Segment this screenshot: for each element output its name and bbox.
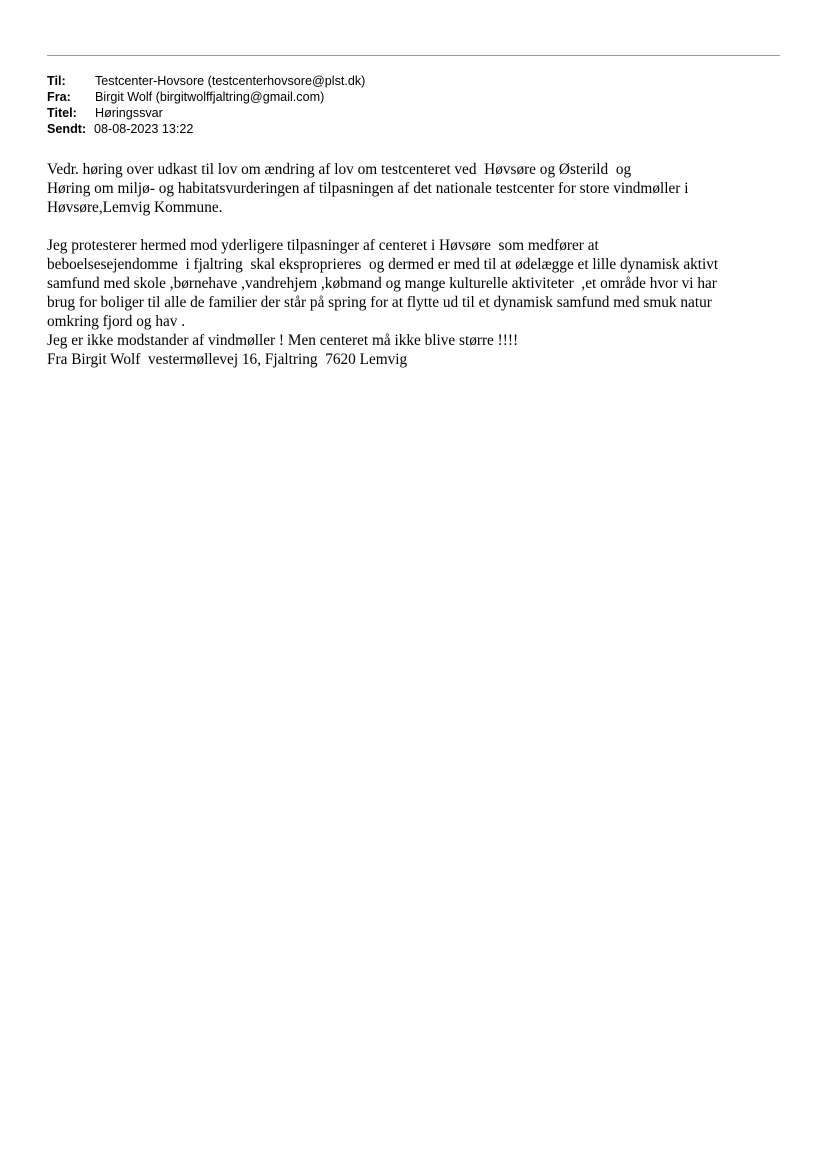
sent-row [47,121,365,137]
to-row [47,73,365,89]
sent-label: Sendt: [47,122,87,136]
subject-label: Titel: [47,106,77,120]
to-label: Til: [47,74,66,88]
to-value: Testcenter-Hovsore (testcenterhovsore@plst.dk) [95,74,366,88]
body-line: Høvsøre,Lemvig Kommune. [47,199,223,216]
body-line: Jeg protesterer hermed mod yderligere tilpasninger af centeret i Høvsøre som medfører at [47,237,599,254]
subject-row [47,105,365,121]
body-line: omkring fjord og hav . [47,313,186,330]
from-row [47,89,365,105]
from-label: Fra: [47,90,71,104]
body-paragraph-1 [47,160,787,217]
body-line: Vedr. høring over udkast til lov om ændring af lov om testcenteret ved Høvsøre og Østerild og [47,161,632,178]
email-body [47,160,787,369]
signature-line: Fra Birgit Wolf vestermøllevej 16, Fjaltring 7620 Lemvig [47,351,408,368]
body-line: beboelsesejendomme i fjaltring skal eksproprieres og dermed er med til at ødelægge et lille dynamisk aktivt [47,256,719,273]
email-header [47,73,365,137]
body-paragraph-2 [47,236,787,369]
body-line: Høring om miljø- og habitatsvurderingen af tilpasningen af det nationale testcenter for store vindmøller i [47,180,689,197]
header-divider [47,55,780,56]
from-value: Birgit Wolf (birgitwolffjaltring@gmail.com) [95,90,325,104]
subject-value: Høringssvar [95,106,163,120]
paragraph-spacer [47,217,787,236]
body-line: samfund med skole ,børnehave ,vandrehjem ,købmand og mange kulturelle aktiviteter ,et område hvor vi har [47,275,717,292]
body-line: Jeg er ikke modstander af vindmøller ! Men centeret må ikke blive større !!!! [47,332,519,349]
sent-value: 08-08-2023 13:22 [94,122,194,136]
body-line: brug for boliger til alle de familier der står på spring for at flytte ud til et dynamisk samfund med smuk natur [47,294,712,311]
